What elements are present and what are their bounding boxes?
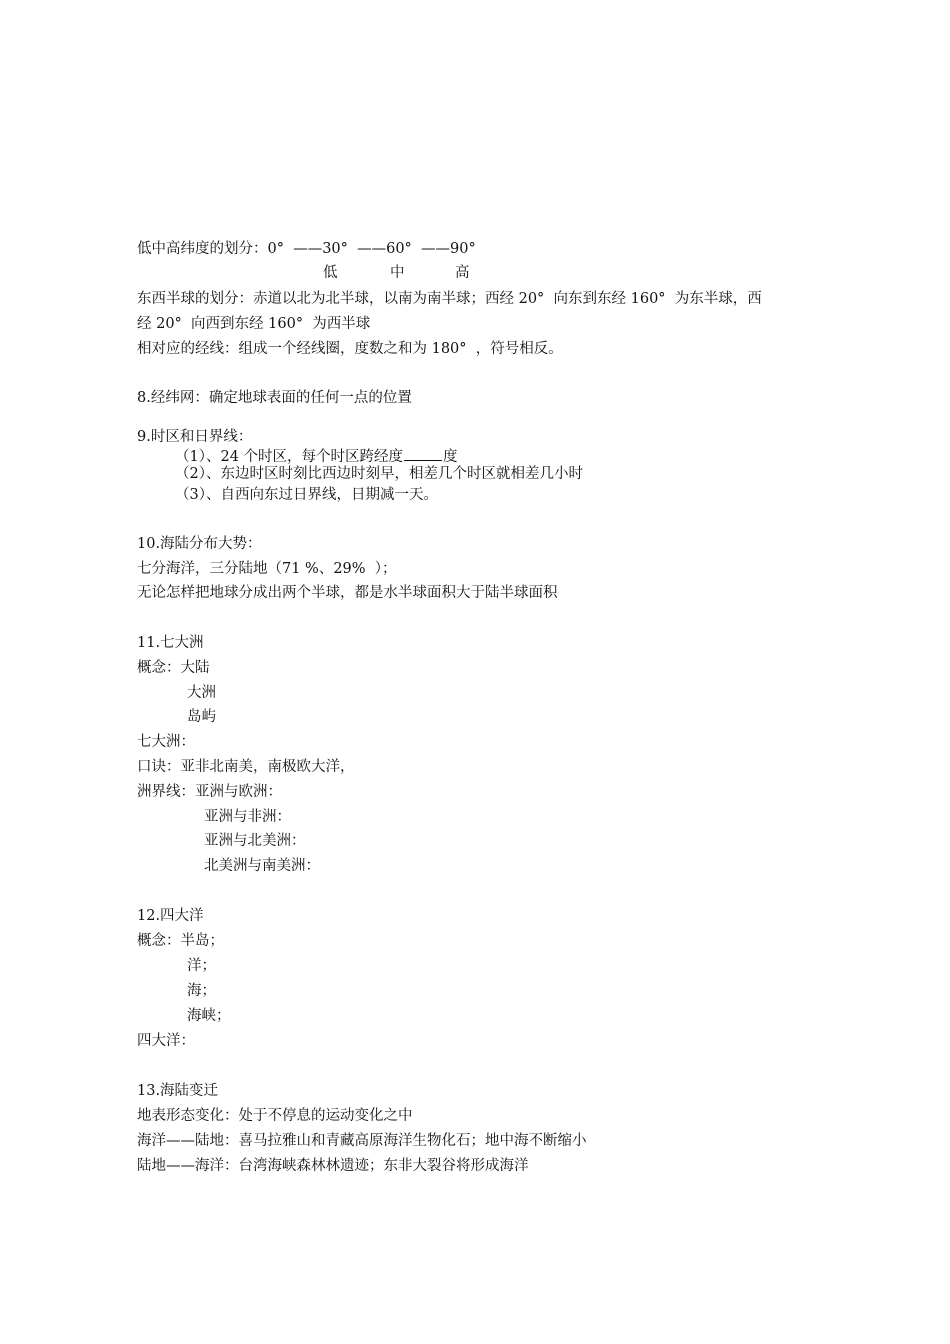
section-13-line-3: 陆地——海洋：台湾海峡森林林遗迹；东非大裂谷将形成海洋 — [137, 1158, 529, 1174]
section-12-concept-item: 洋； — [187, 958, 216, 974]
section-11-boundary-item: 北美洲与南美洲： — [204, 858, 320, 874]
section-12-oceans: 四大洋： — [137, 1033, 195, 1049]
section-13-title: 13.海陆变迁 — [137, 1083, 219, 1099]
section-12-concept: 概念：半岛； — [137, 933, 224, 949]
section-12-title: 12.四大洋 — [137, 908, 204, 924]
item-1-text: （1）、24 个时区，每个时区跨经度 — [175, 449, 404, 465]
section-13-line-1: 地表形态变化：处于不停息的运动变化之中 — [137, 1108, 413, 1124]
section-9-item-2: （2）、东边时区时刻比西边时刻早，相差几个时区就相差几小时 — [175, 466, 583, 482]
latitude-division-line: 低中高纬度的划分：0° ——30° ——60° ——90° — [137, 241, 476, 257]
section-10-line-2: 无论怎样把地球分成出两个半球，都是水半球面积大于陆半球面积 — [137, 585, 558, 601]
fill-blank — [404, 446, 442, 461]
section-9-title: 9.时区和日界线： — [137, 429, 253, 445]
section-13-line-2: 海洋——陆地：喜马拉雅山和青藏高原海洋生物化石；地中海不断缩小 — [137, 1133, 587, 1149]
latitude-label-mid: 中 — [390, 265, 405, 281]
latitude-label-low: 低 — [323, 265, 338, 281]
hemisphere-line-1: 东西半球的划分：赤道以北为北半球，以南为南半球；西经 20° 向东到东经 160° 为东半球，西 — [137, 291, 762, 307]
section-9-item-1 — [175, 446, 458, 466]
section-10-line-1: 七分海洋，三分陆地（71 %、29% ）； — [137, 561, 397, 577]
section-9-item-3: （3）、自西向东过日界线，日期减一天。 — [175, 487, 438, 503]
section-11-title: 11.七大洲 — [137, 635, 204, 651]
latitude-label-high: 高 — [455, 265, 470, 281]
section-11-mnemonic: 口诀：亚非北南美，南极欧大洋， — [137, 759, 355, 775]
section-11-continents: 七大洲： — [137, 734, 195, 750]
section-11-concept-item: 岛屿 — [187, 709, 216, 725]
hemisphere-line-2: 经 20° 向西到东经 160° 为西半球 — [137, 316, 371, 332]
section-12-concept-item: 海峡； — [187, 1008, 231, 1024]
section-11-boundary-item: 亚洲与北美洲： — [204, 833, 306, 849]
section-12-concept-item: 海； — [187, 983, 216, 999]
section-11-boundary-item: 亚洲与非洲： — [204, 809, 291, 825]
section-11-concept: 概念：大陆 — [137, 660, 210, 676]
section-11-boundary: 洲界线：亚洲与欧洲： — [137, 784, 282, 800]
section-11-concept-item: 大洲 — [187, 685, 216, 701]
section-10-title: 10.海陆分布大势： — [137, 536, 262, 552]
section-8-title: 8.经纬网：确定地球表面的任何一点的位置 — [137, 390, 412, 406]
item-1-unit: 度 — [443, 449, 458, 465]
meridian-line: 相对应的经线：组成一个经线圈，度数之和为 180° ，符号相反。 — [137, 341, 563, 357]
